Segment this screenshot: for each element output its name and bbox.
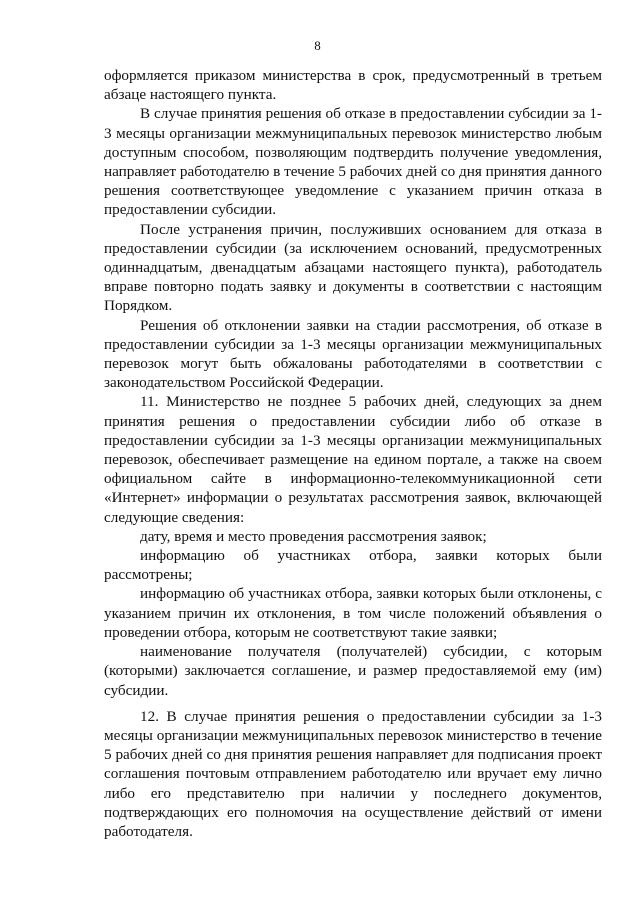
- paragraph: информацию об участниках отбора, заявки которых были рассмотрены;: [104, 547, 602, 584]
- paragraph: оформляется приказом министерства в срок, предусмотренный в третьем абзаце настоящего пункта.: [104, 67, 602, 104]
- document-body: [104, 66, 602, 841]
- paragraph: 11. Министерство не позднее 5 рабочих дней, следующих за днем принятия решения о предоставлении субсидии либо об отказе в предоставлении субсидии за 1-3 месяцы организации межмуниципальных перевозок, обеспечивает размещение на едином портале, а также на своем официальном сайте в информационно-телекоммуникационной сети «Интернет» информации о результатах рассмотрения заявок, включающей следующие сведения:: [104, 393, 602, 526]
- paragraph: Решения об отклонении заявки на стадии рассмотрения, об отказе в предоставлении субсидии за 1-3 месяцы организации межмуниципальных перевозок могут быть обжалованы работодателями в соответствии с законодательством Российской Федерации.: [104, 316, 602, 392]
- paragraph-gap: [104, 700, 602, 707]
- paragraph: дату, время и место проведения рассмотрения заявок;: [140, 527, 487, 545]
- paragraph: После устранения причин, послуживших основанием для отказа в предоставлении субсидии (за исключением оснований, предусмотренных одиннадцатым, двенадцатым абзацами настоящего пункта), работодатель вправе повторно подать заявку и документы в соответствии с настоящим Порядком.: [104, 220, 602, 315]
- page-number: 8: [314, 38, 321, 53]
- paragraph: В случае принятия решения об отказе в предоставлении субсидии за 1-3 месяцы организации межмуниципальных перевозок министерство любым доступным способом, позволяющим подтвердить получение уведомления, направляет работодателю в течение 5 рабочих дней со дня принятия данного решения соответствующее уведомление с указанием причин отказа в предоставлении субсидии.: [104, 105, 602, 219]
- paragraph: 12. В случае принятия решения о предоставлении субсидии за 1-3 месяцы организации межмуниципальных перевозок министерство в течение 5 рабочих дней со дня принятия решения направляет для подписания проект соглашения почтовым отправлением работодателю или вручает ему лично либо его представителю при наличии у последнего документов, подтверждающих его полномочия на осуществление действий от имени работодателя.: [104, 707, 602, 840]
- paragraph: наименование получателя (получателей) субсидии, с которым (которыми) заключается соглашение, и размер предоставляемой ему (им) субсидии.: [104, 643, 602, 699]
- paragraph: информацию об участниках отбора, заявки которых были отклонены, с указанием причин их отклонения, в том числе положений объявления о проведении отбора, которым не соответствуют такие заявки;: [104, 585, 602, 641]
